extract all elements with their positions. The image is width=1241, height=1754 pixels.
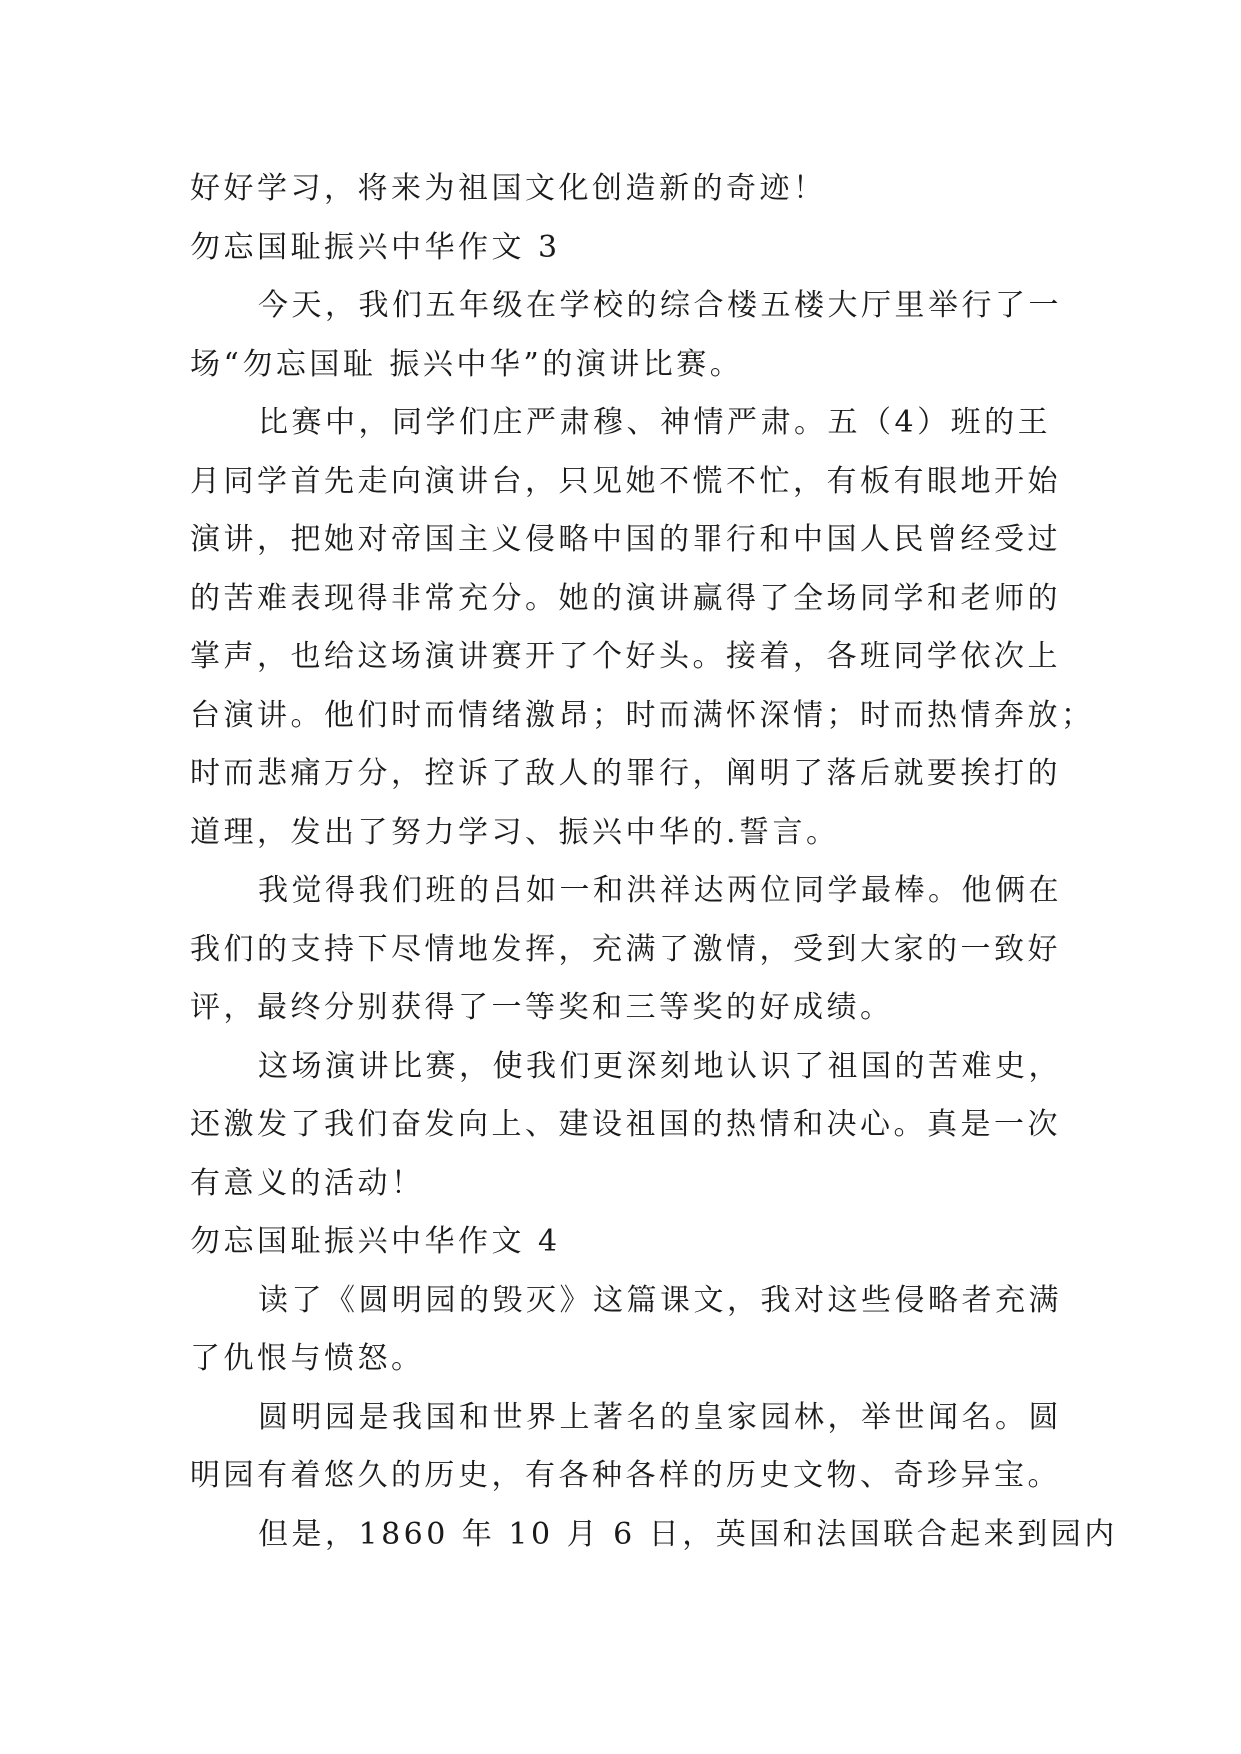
text-line: 今天，我们五年级在学校的综合楼五楼大厅里举行了一 [258,288,1062,323]
text-line: 我们的支持下尽情地发挥，充满了激情，受到大家的一致好 [190,931,1061,967]
text-line: 明园有着悠久的历史，有各种各样的历史文物、奇珍异宝。 [190,1458,1061,1493]
document-body [190,160,1118,1564]
text-line: 读了《圆明园的毁灭》这篇课文，我对这些侵略者充满 [258,1282,1062,1318]
text-line: 我觉得我们班的吕如一和洪祥达两位同学最棒。他俩在 [258,873,1062,908]
text-line: 了仇恨与愤怒。 [190,1341,425,1376]
text-line: 还激发了我们奋发向上、建设祖国的热情和决心。真是一次 [190,1107,1061,1142]
text-line: 掌声，也给这场演讲赛开了个好头。接着，各班同学依次上 [190,639,1061,674]
text-line: 的苦难表现得非常充分。她的演讲赢得了全场同学和老师的 [190,580,1061,616]
section-heading: 勿忘国耻振兴中华作文 4 [190,1224,561,1259]
text-line: 台演讲。他们时而情绪激昂；时而满怀深情；时而热情奔放； [190,697,1095,733]
text-line: 但是，1860 年 10 月 6 日，英国和法国联合起来到园内 [258,1516,1118,1552]
section-heading: 勿忘国耻振兴中华作文 3 [190,229,561,265]
text-line: 月同学首先走向演讲台，只见她不慌不忙，有板有眼地开始 [190,463,1061,499]
text-line: 演讲，把她对帝国主义侵略中国的罪行和中国人民曾经受过 [190,522,1061,557]
text-line: 场“勿忘国耻 振兴中华”的演讲比赛。 [190,346,744,382]
text-line: 圆明园是我国和世界上著名的皇家园林，举世闻名。圆 [258,1399,1062,1435]
text-line: 这场演讲比赛，使我们更深刻地认识了祖国的苦难史， [258,1048,1062,1084]
text-line: 评，最终分别获得了一等奖和三等奖的好成绩。 [190,990,894,1025]
text-line: 有意义的活动！ [190,1165,425,1201]
text-line: 道理，发出了努力学习、振兴中华的.誓言。 [190,814,840,850]
text-line: 时而悲痛万分，控诉了敌人的罪行，阐明了落后就要挨打的 [190,756,1061,791]
text-line: 比赛中，同学们庄严肃穆、神情严肃。五（4）班的王 [258,405,1052,440]
text-line: 好好学习，将来为祖国文化创造新的奇迹！ [190,171,827,206]
